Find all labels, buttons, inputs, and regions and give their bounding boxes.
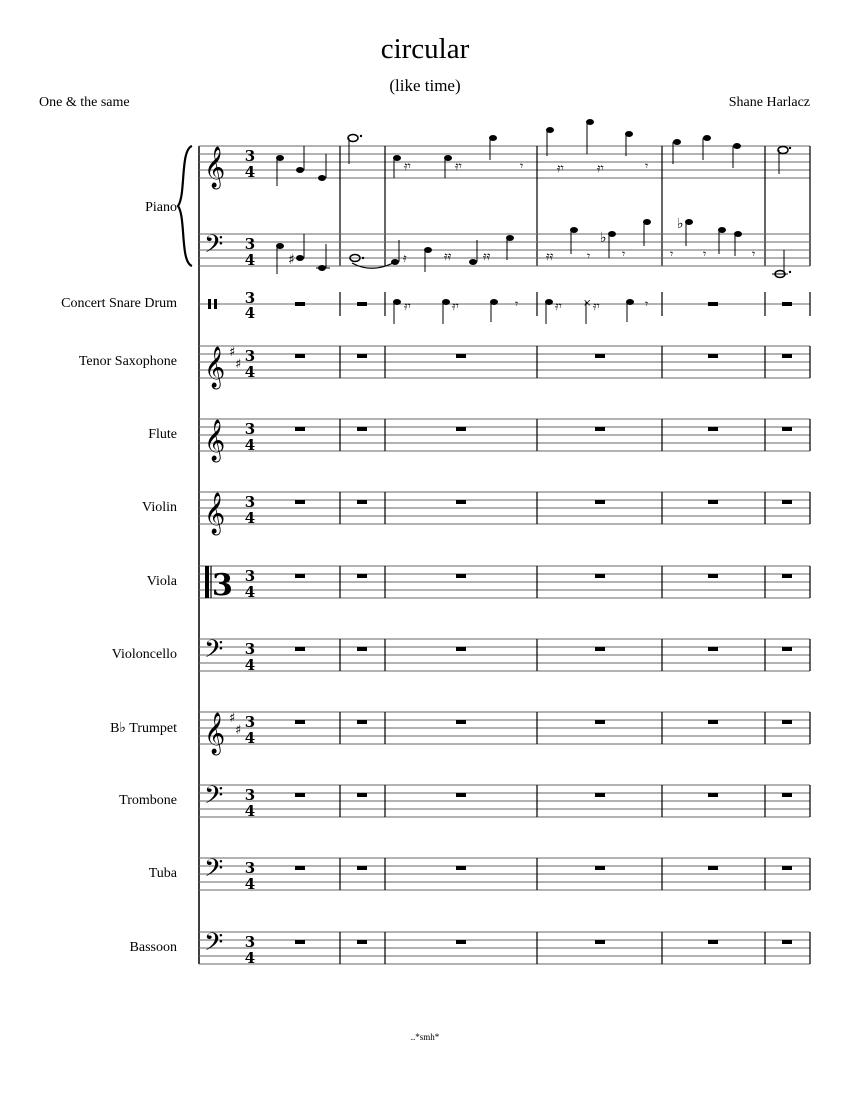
svg-text:𝄿: 𝄿 [403,251,407,265]
svg-text:4: 4 [244,304,256,322]
instrument-label-viola: Viola [146,574,177,589]
sharp-icon: ♯ [235,723,242,738]
trumpet-staff [199,711,810,755]
instrument-label-trombone: Trombone [119,793,177,808]
percussion-clef-icon [208,299,211,309]
score-system: 3 4 𝄞 𝄿𝄾 𝄿𝄾 𝄾 𝄿𝄾 𝄿𝄾 𝄾 𝄢 ♯ 𝄿 𝄿𝄿 𝄿𝄿 𝄿𝄿 𝄾 ♭ 𝄾 𝄾 ♭ 𝄾 𝄾 3 4 𝄿𝄾 𝄿𝄾 𝄾 𝄿𝄾 × 𝄿𝄾 𝄾 𝄞 ♯ ♯ 𝄞 𝄞 3 𝄢 𝄞 ♯ ♯ 𝄢 𝄢 𝄢 [0,0,850,1100]
treble-clef-icon: 𝄞 [204,147,226,188]
svg-text:𝄾: 𝄾 [622,247,626,261]
cello-staff [199,635,810,674]
instrument-label-violin: Violin [142,500,177,515]
svg-text:𝄿𝄾: 𝄿𝄾 [597,161,604,175]
instrument-label-bassoon: Bassoon [129,940,177,955]
tuba-staff [199,854,810,893]
instrument-label-flute: Flute [148,427,177,442]
score-title: circular [380,33,470,65]
instrument-label-tuba: Tuba [148,866,177,881]
svg-text:𝄿𝄾: 𝄿𝄾 [452,299,459,313]
trombone-staff [199,781,810,820]
viola-staff [199,566,810,603]
treble-clef-icon: 𝄞 [204,347,226,388]
treble-clef-icon: 𝄞 [204,713,226,754]
svg-text:×: × [583,298,592,309]
svg-text:𝄾: 𝄾 [703,247,707,261]
treble-clef-icon: 𝄞 [204,420,226,461]
svg-text:3: 3 [212,568,233,603]
bass-clef-icon: 𝄢 [204,928,224,963]
svg-text:𝄾: 𝄾 [587,249,591,263]
violin-staff [199,492,810,535]
svg-text:𝄾: 𝄾 [645,297,649,311]
sharp-icon: ♯ [235,357,242,372]
sharp-icon: ♯ [288,252,295,268]
bass-clef-icon: 𝄢 [204,635,224,670]
instrument-label-trumpet: B♭ Trumpet [110,721,177,736]
svg-text:𝄿𝄾: 𝄿𝄾 [555,299,562,313]
composer-name: Shane Harlacz [728,95,810,110]
svg-text:𝄿𝄾: 𝄿𝄾 [404,159,411,173]
svg-text:𝄿𝄾: 𝄿𝄾 [404,299,411,313]
svg-text:𝄾: 𝄾 [520,159,524,173]
instrument-label-piano: Piano [145,200,177,215]
instrument-label-cello: Violoncello [111,647,177,662]
svg-text:𝄿𝄿: 𝄿𝄿 [546,249,554,263]
treble-clef-icon: 𝄞 [204,493,226,534]
sharp-icon: ♯ [229,711,236,726]
svg-text:𝄿𝄿: 𝄿𝄿 [483,249,491,263]
sharp-icon: ♯ [229,345,236,360]
bass-clef-icon: 𝄢 [204,781,224,816]
svg-text:𝄿𝄾: 𝄿𝄾 [455,159,462,173]
svg-text:𝄿𝄾: 𝄿𝄾 [593,299,600,313]
svg-text:𝄾: 𝄾 [752,247,756,261]
tenor-sax-staff [199,345,810,389]
bass-clef-icon: 𝄢 [204,854,224,889]
instrument-label-tenor-sax: Tenor Saxophone [78,354,177,369]
piano-treble-staff [199,119,810,266]
flute-staff [199,419,810,462]
svg-text:3: 3 [244,289,256,307]
piano-bass-staff [199,216,810,278]
score-subtitle: (like time) [389,76,461,95]
svg-text:𝄾: 𝄾 [645,159,649,173]
instrument-label-snare: Concert Snare Drum [61,296,177,311]
dedication-text: One & the same [39,95,130,110]
svg-text:♭: ♭ [677,216,684,232]
alto-clef-icon [205,566,209,598]
footer-text: ..*smh* [410,1032,440,1042]
svg-text:𝄿𝄾: 𝄿𝄾 [557,161,564,175]
bassoon-staff [199,928,810,967]
svg-text:𝄾: 𝄾 [670,247,674,261]
bass-clef-icon: 𝄢 [204,230,224,265]
svg-text:𝄿𝄿: 𝄿𝄿 [444,249,452,263]
svg-text:𝄾: 𝄾 [515,297,519,311]
flat-icon: ♭ [600,230,607,246]
piano-brace [178,146,192,266]
tie [352,262,395,268]
snare-staff [199,289,810,324]
